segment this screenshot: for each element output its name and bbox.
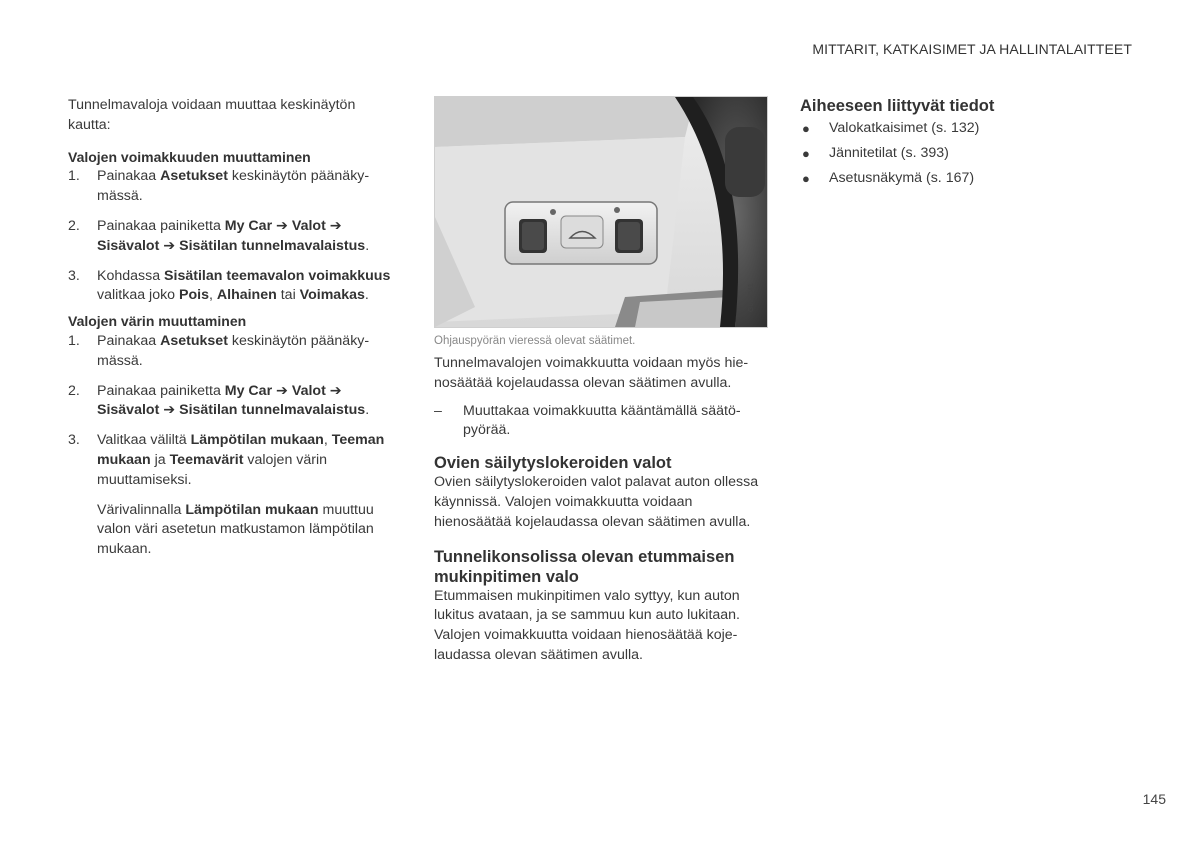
heading-cupholder-light: Tunnelikonsolissa olevan etummaisen mukinpitimen valo <box>434 547 735 586</box>
list-item: 1. Painakaa Asetukset keskinäytön päänäkymässä. <box>68 332 370 369</box>
bullet-icon: ● <box>802 146 810 161</box>
subheading-color: Valojen värin muuttaminen <box>68 313 247 330</box>
color-steps <box>68 332 400 560</box>
arrow-icon: ➔ <box>329 217 342 234</box>
list-item: 3. Kohdassa Sisätilan teemavalon voimakkuus valitkaa joko Pois, Alhainen tai Voimakas. <box>68 267 391 304</box>
list-item: 2. Painakaa painiketta My Car ➔ Valot ➔ Sisävalot ➔ Sisätilan tunnelmavalaistus. <box>68 382 370 419</box>
dash-list-item: – Muuttakaa voimakkuutta kääntämällä säätöpyörää. <box>434 402 741 439</box>
figure-code: G065041 <box>748 283 755 312</box>
step-note: Värivalinnalla Lämpötilan mukaan muuttuu valon väri asetetun matkustamon lämpötilan mukaan. <box>97 501 374 558</box>
page-header: MITTARIT, KATKAISIMET JA HALLINTALAITTEET <box>812 41 1132 57</box>
figure-caption: Ohjauspyörän vieressä olevat säätimet. <box>434 335 636 347</box>
column-left <box>68 96 400 560</box>
list-item: 1. Painakaa Asetukset keskinäytön päänäkymässä. <box>68 168 370 205</box>
dashboard-illustration <box>435 97 767 327</box>
dash-marker: – <box>434 402 442 419</box>
brightness-steps <box>68 167 400 306</box>
dashboard-controls-figure <box>434 96 768 328</box>
intro-text: Tunnelmavaloja voidaan muuttaa keskinäytön kautta: <box>68 97 356 133</box>
related-info-title: Aiheeseen liittyvät tiedot <box>800 97 995 115</box>
arrow-icon: ➔ <box>329 382 342 399</box>
list-item: 2. Painakaa painiketta My Car ➔ Valot ➔ Sisävalot ➔ Sisätilan tunnelmavalaistus. <box>68 217 370 254</box>
related-link[interactable]: ● Jännitetilat (s. 393) <box>800 141 1130 166</box>
paragraph: Tunnelmavalojen voimakkuutta voidaan myös hienosäätää kojelaudassa olevan säätimen avulla. <box>434 355 749 391</box>
paragraph: Etummaisen mukinpitimen valo syttyy, kun auton lukitus avataan, ja se sammuu kun auto lukitaan. Valojen voimakkuutta voidaan hienosäätää kojelaudassa olevan säätimen avulla. <box>434 587 740 663</box>
list-item: 3. Valitkaa väliltä Lämpötilan mukaan, Teeman mukaan ja Teemavärit valojen värin muuttamiseksi. Värivalinnalla Lämpötilan mukaan muuttuu valon väri asetetun matkustamon lämpötilan mukaan. <box>68 431 400 560</box>
paragraph: Ovien säilytyslokeroiden valot palavat auton ollessa käynnissä. Valojen voimakkuutta voidaan hienosäätää kojelaudassa olevan säätimen avulla. <box>434 474 759 530</box>
column-right <box>800 96 1130 191</box>
related-links <box>800 116 1130 191</box>
bullet-icon: ● <box>802 121 810 136</box>
arrow-icon: ➔ <box>163 237 176 254</box>
heading-storage-lights: Ovien säilytyslokeroiden valot <box>434 454 672 473</box>
bullet-icon: ● <box>802 171 810 186</box>
subheading-brightness: Valojen voimakkuuden muuttaminen <box>68 148 311 165</box>
related-link[interactable]: ● Asetusnäkymä (s. 167) <box>800 166 1130 191</box>
arrow-icon: ➔ <box>276 217 288 234</box>
column-middle <box>434 96 768 666</box>
arrow-icon: ➔ <box>276 382 288 399</box>
arrow-icon: ➔ <box>163 402 176 419</box>
related-link[interactable]: ● Valokatkaisimet (s. 132) <box>800 116 1130 141</box>
page-number: 145 <box>1142 791 1166 807</box>
